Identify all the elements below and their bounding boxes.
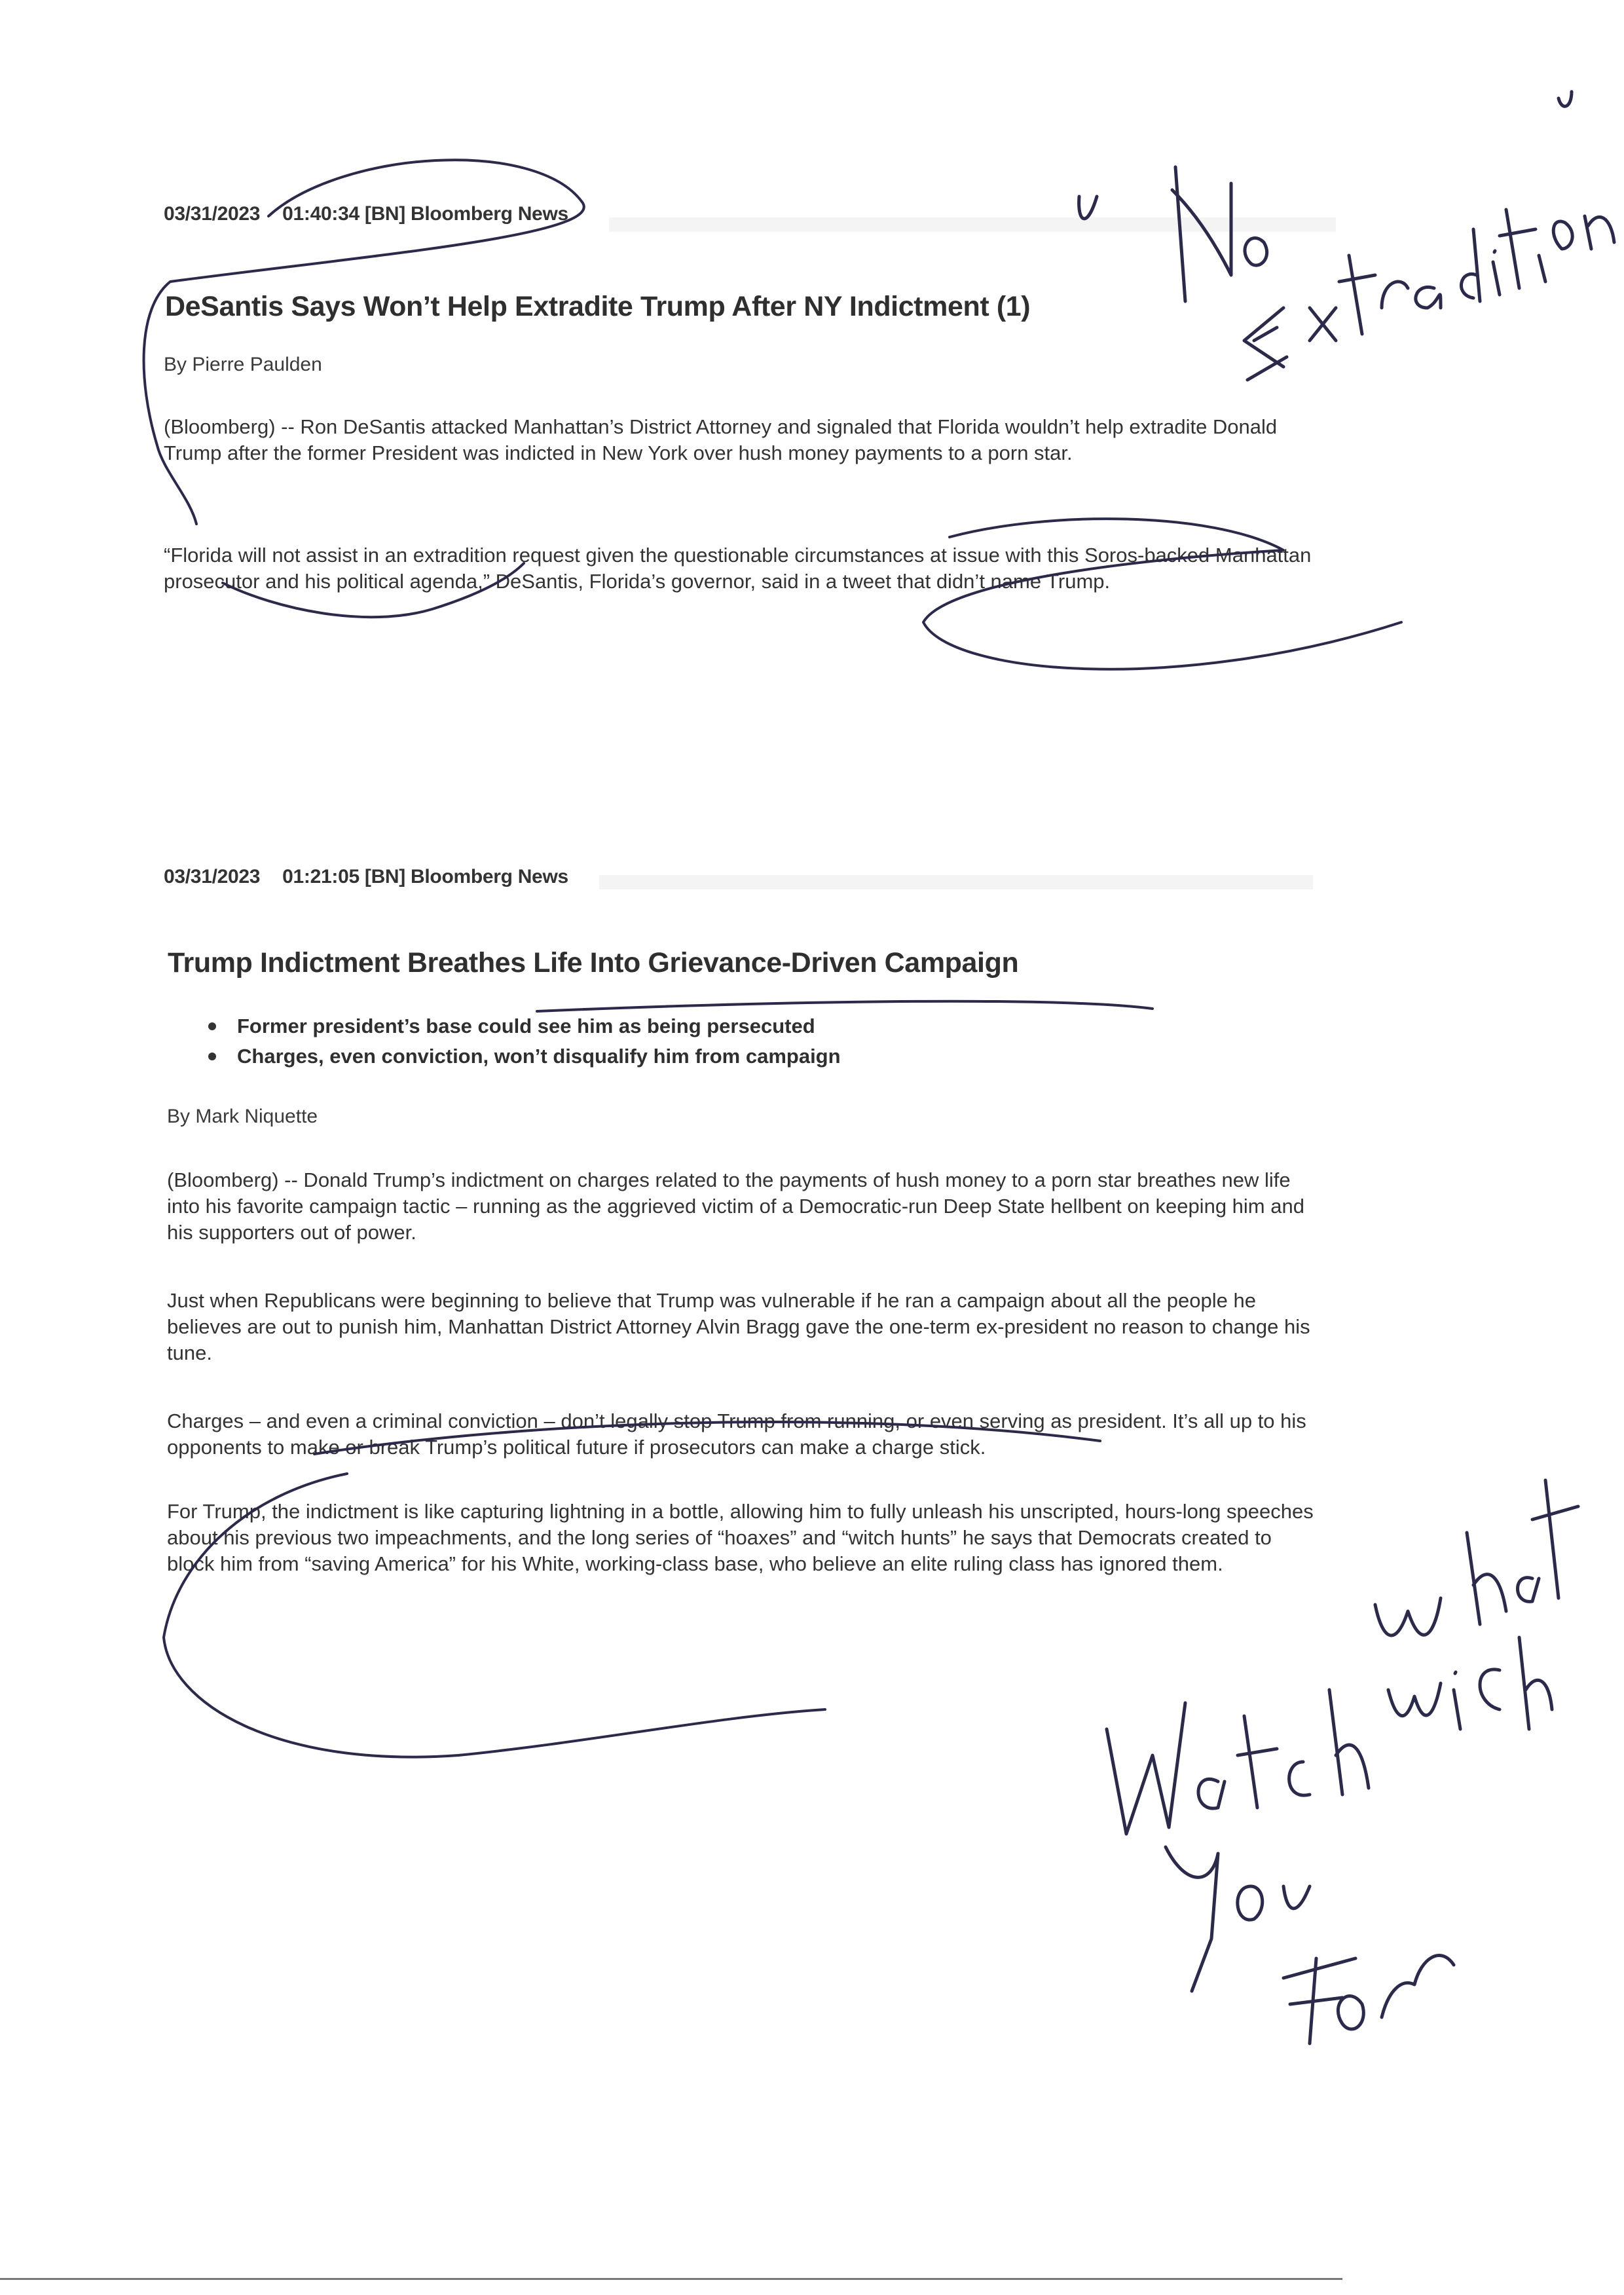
list-item: Former president’s base could see him as being persecuted [237,1011,1390,1041]
article2-paragraph-4: For Trump, the indictment is like capturing lightning in a bottle, allowing him to fully unleash his unscripted, hours-long speeches about his previous two impeachments, and the long series of “hoaxes” and “witch hunts” he says that Democrats created to block him from “saving America” for his White, working-class base, who believe an elite ruling class has ignored them. [167,1500,1314,1575]
article1-byline: By Pierre Paulden [164,354,322,375]
article2-byline: By Mark Niquette [167,1106,318,1127]
article1-date: 03/31/2023 [164,203,261,225]
article1-paragraph-1: (Bloomberg) -- Ron DeSantis attacked Manhattan’s District Attorney and signaled that Florida wouldn’t help extradite Donald Trump after the former President was indicted in New York over hush money payments to a porn star. [164,415,1278,464]
article1-time-source: 01:40:34 [BN] Bloomberg News [282,203,568,225]
article2-paragraph-1: (Bloomberg) -- Donald Trump’s indictment on charges related to the payments of hush money to a porn star breathes new life into his favorite campaign tactic – running as the aggrieved victim of a Democratic-run Deep State hellbent on keeping him and his supporters out of power. [167,1168,1304,1244]
article1-paragraph-2: “Florida will not assist in an extradition request given the questionable circumstances at issue with this Soros-backed Manhattan prosecutor and his political agenda,” DeSantis, Florida’s governor, said in a tweet that didn’t name Trump. [164,544,1312,593]
article2-date: 03/31/2023 [164,866,261,887]
page-bottom-rule [0,2278,1342,2280]
list-item: Charges, even conviction, won’t disqualify him from campaign [237,1041,1390,1072]
article2-paragraph-3: Charges – and even a criminal conviction – don’t legally stop Trump from running, or even serving as president. It’s all up to his opponents to make or break Trump’s political future if prosecutors can make a charge stick. [167,1409,1306,1459]
article2-paragraph-2: Just when Republicans were beginning to believe that Trump was vulnerable if he ran a campaign about all the people he believes are out to punish him, Manhattan District Attorney Alvin Bragg gave the one-term ex-president no reason to change his tune. [167,1289,1310,1364]
handwritten-no-extradition [1079,92,1614,380]
article2-bullet-list [164,1011,1390,1072]
article2-headline: Trump Indictment Breathes Life Into Grievance-Driven Campaign [168,947,1019,979]
article2-time-source: 01:21:05 [BN] Bloomberg News [282,866,568,887]
article2-meta [164,866,1316,888]
ink-underline-headline [537,1001,1153,1011]
article1-meta [164,203,1316,225]
article1-headline: DeSantis Says Won’t Help Extradite Trump After NY Indictment (1) [165,291,1031,322]
